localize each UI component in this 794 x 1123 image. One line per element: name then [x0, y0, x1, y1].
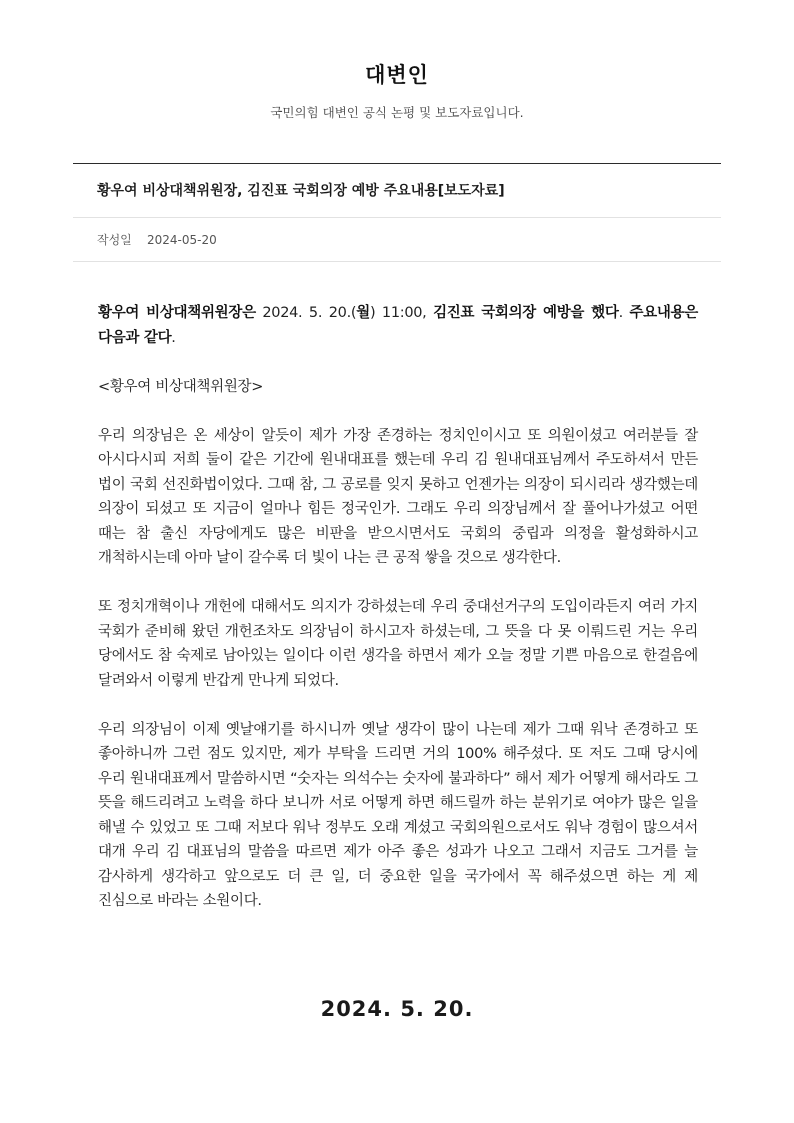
meta-date-label: 작성일	[97, 233, 132, 247]
article-intro	[98, 301, 698, 350]
site-subtitle: 국민의힘 대변인 공식 논평 및 보도자료입니다.	[270, 105, 524, 120]
intro-weekday: 월	[356, 305, 370, 321]
post-title: 황우여 비상대책위원장, 김진표 국회의장 예방 주요내용[보도자료]	[97, 183, 505, 199]
intro-datetime-prefix: 2024. 5. 20.(	[255, 305, 357, 321]
intro-datetime-suffix: ) 11:00,	[369, 305, 434, 321]
intro-subject: 황우여 비상대책위원장은	[98, 305, 256, 321]
article-paragraph: 우리 의장님은 온 세상이 알듯이 제가 가장 존경하는 정치인이시고 또 의원이셨고 여러분들 잘 아시다시피 저희 둘이 같은 기간에 원내대표를 했는데 우리 김 원내대표님께서 주도하셔서 만든 법이 국회 선진화법이었다. 그때 참, 그 공로를 잊지 못하고 언젠가는 의장이 되시리라 생각했는데 의장이 되셨고 또 지금이 얼마나 힘든 정국인가. 그래도 우리 의장님께서 잘 풀어나가셨고 어떤 때는 참 출신 자당에게도 많은 비판을 받으시면서도 국회의 중립과 의정을 활성화하시고 개척하시는데 아마 날이 갈수록 더 빛이 나는 큰 공적 쌓을 것으로 생각한다.	[98, 427, 698, 566]
intro-summary-lead: 주요내용은 다음과 같다	[98, 305, 698, 346]
intro-event: 김진표 국회의장 예방을 했다	[433, 305, 619, 321]
speaker-heading: <황우여 비상대책위원장>	[98, 378, 264, 395]
site-title: 대변인	[365, 63, 429, 87]
release-date: 2024. 5. 20.	[320, 997, 474, 1021]
post-meta-row	[73, 218, 721, 262]
intro-separator: .	[618, 305, 630, 321]
article-paragraph: 또 정치개혁이나 개헌에 대해서도 의지가 강하셨는데 우리 중대선거구의 도입이라든지 여러 가지 국회가 준비해 왔던 개헌조차도 의장님이 하시고자 하셨는데, 그 뜻을 다 못 이뤄드린 거는 우리 당에서도 참 숙제로 남아있는 일이다 이런 생각을 하면서 제가 오늘 정말 기쁜 마음으로 한걸음에 달려와서 이렇게 반갑게 만나게 되었다.	[98, 599, 698, 689]
post-title-row	[73, 164, 721, 218]
article-paragraph: 우리 의장님이 이제 옛날얘기를 하시니까 옛날 생각이 많이 나는데 제가 그때 워낙 존경하고 또 좋아하니까 그런 점도 있지만, 제가 부탁을 드리면 거의 100% 해주셨다. 또 저도 그때 당시에 우리 원내대표께서 말씀하시면 “숫자는 의석수는 숫자에 불과하다” 해서 제가 어떻게 해서라도 그 뜻을 해드리려고 노력을 하다 보니까 서로 어떻게 하면 해드릴까 하는 분위기로 여야가 많은 일을 해낼 수 있었고 또 그때 저보다 워낙 정부도 오래 계셨고 국회의원으로서도 워낙 경험이 많으셔서 대개 우리 김 대표님의 말씀을 따르면 제가 아주 좋은 성과가 나오고 그래서 지금도 그거를 늘 감사하게 생각하고 앞으로도 더 큰 일, 더 중요한 일을 국가에서 꼭 해주셨으면 하는 게 제 진심으로 바라는 소원이다.	[98, 721, 698, 909]
meta-date-value: 2024-05-20	[147, 233, 217, 247]
article-body	[98, 301, 698, 938]
intro-end: .	[171, 329, 176, 346]
site-header	[0, 0, 794, 122]
